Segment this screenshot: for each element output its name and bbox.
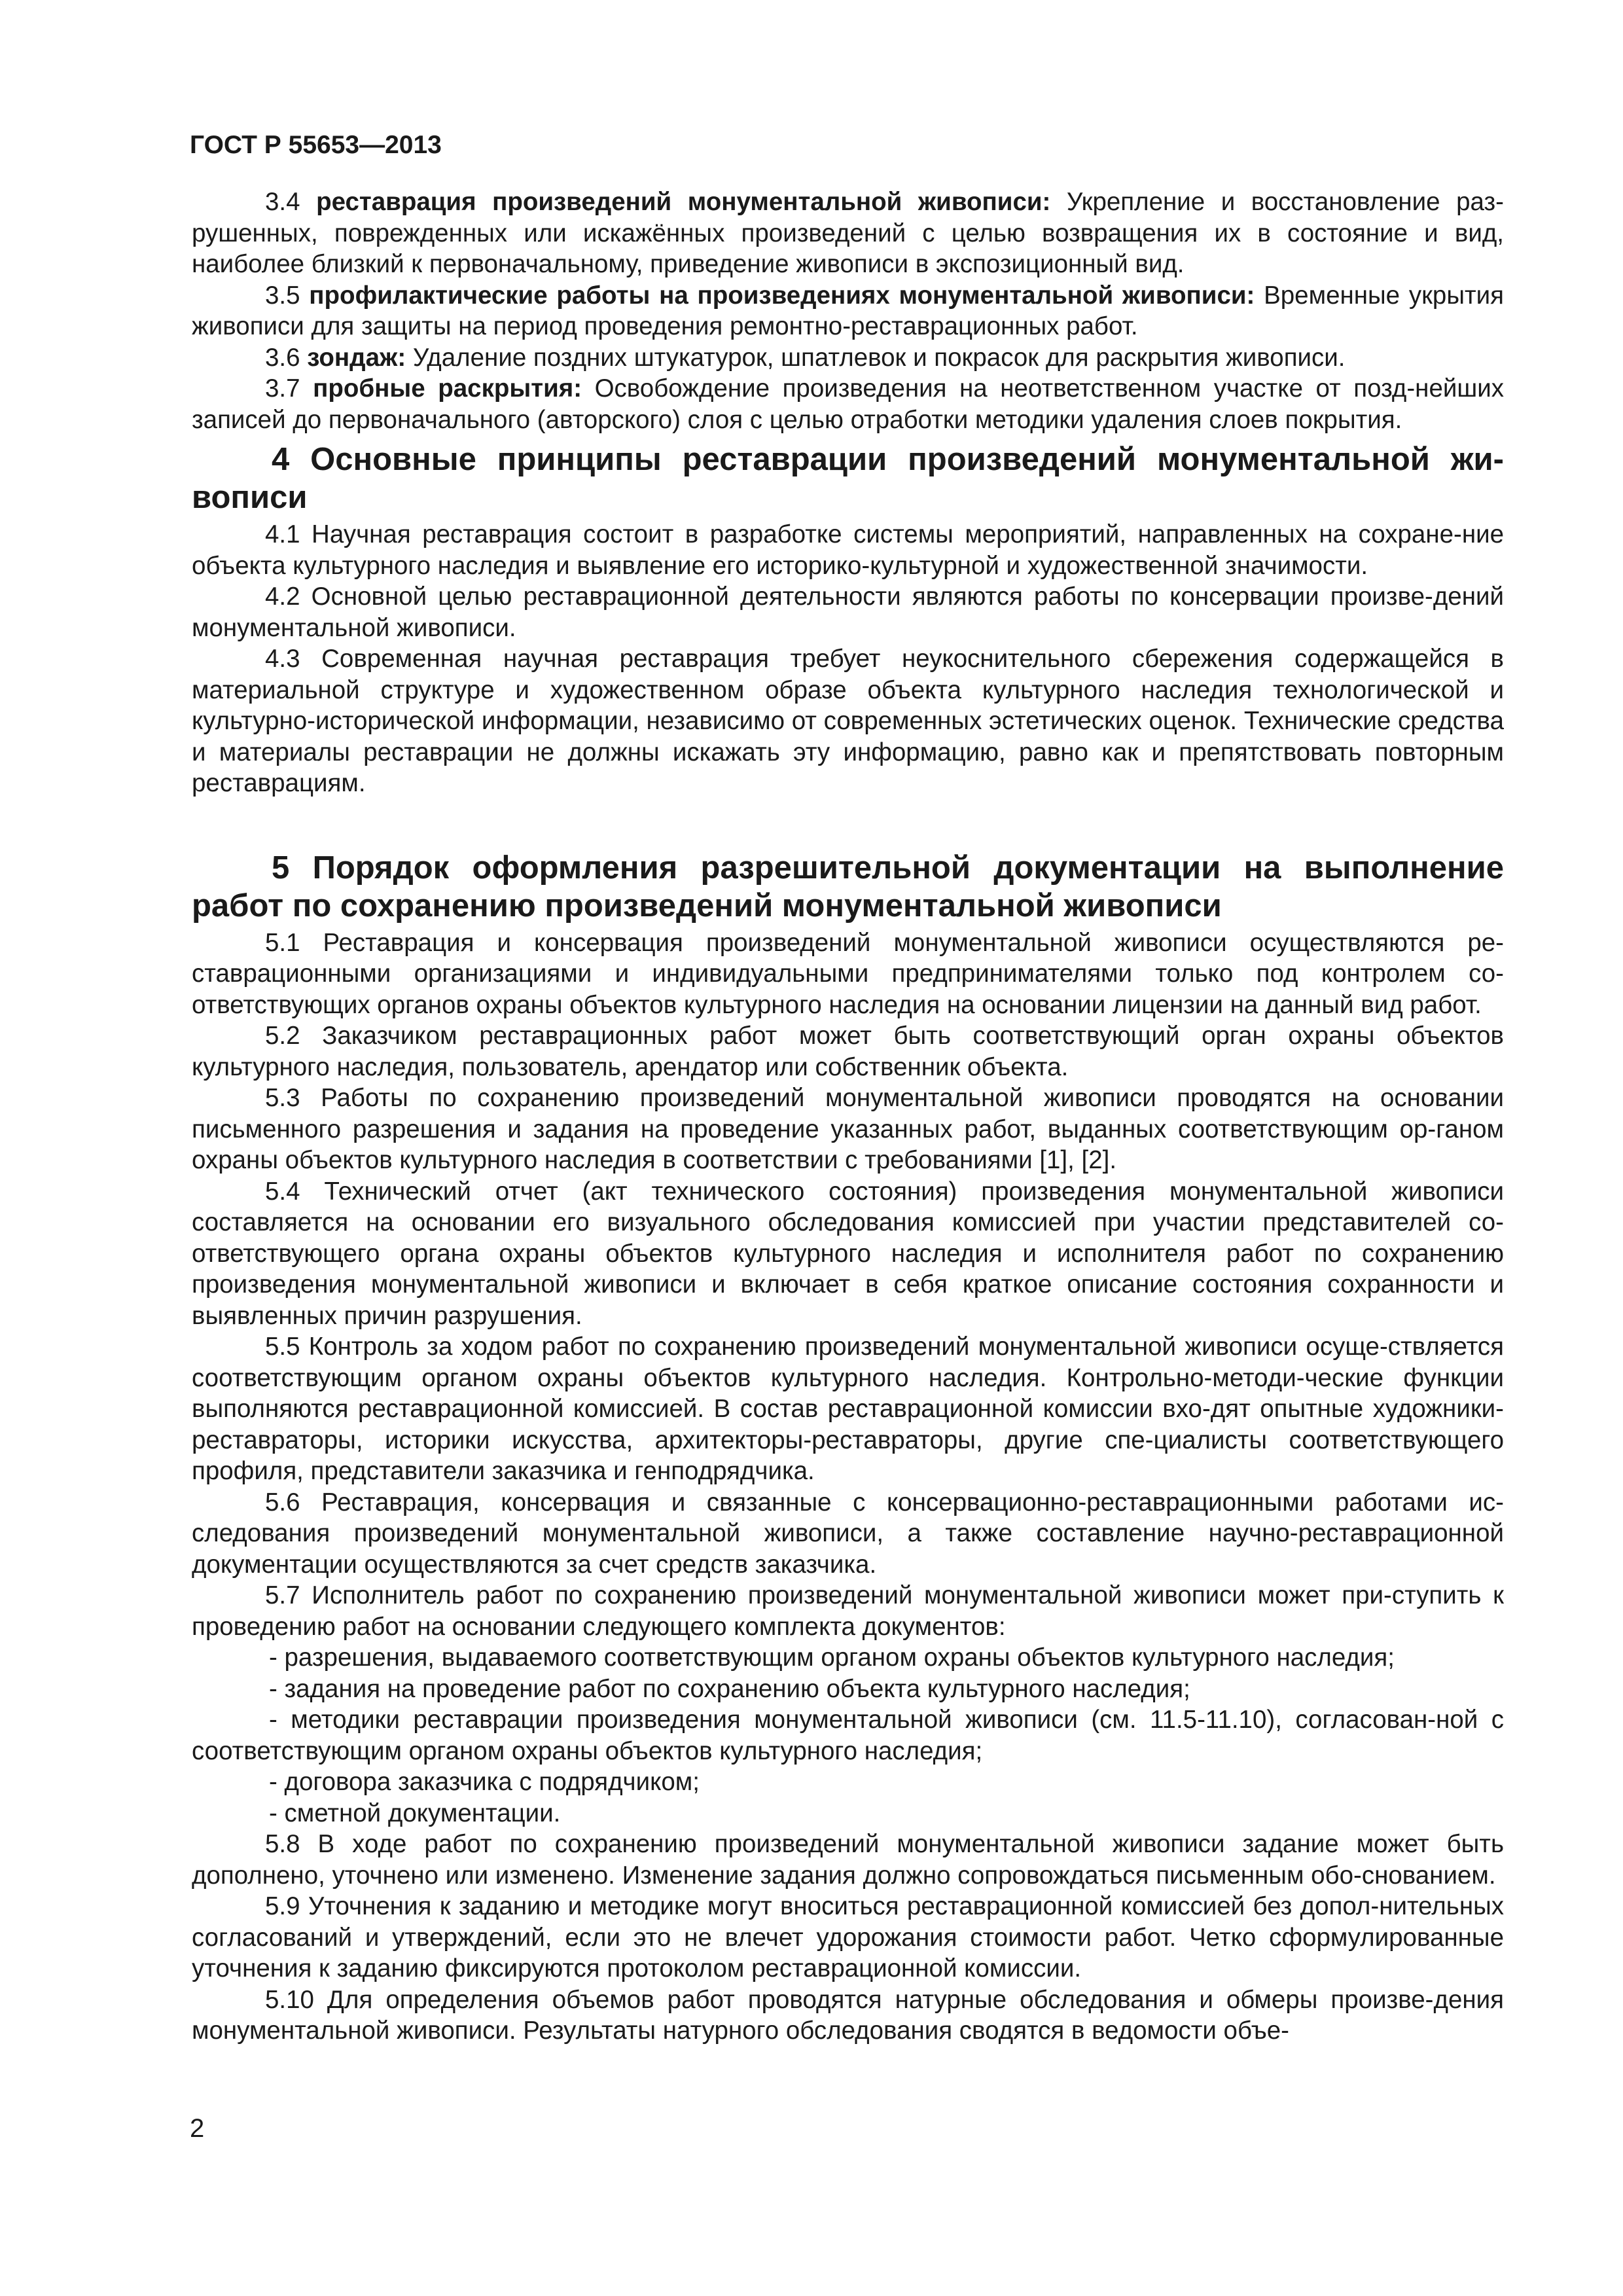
paragraph-5-6: 5.6 Реставрация, консервация и связанные с консервационно-реставрационными работами ис-следования произведений монументальной живописи, а также составление научно-реставрационной документации осуществляются за счет средств заказчика. [192, 1488, 1504, 1579]
section-5-heading: 5 Порядок оформления разрешительной документации на выполнение работ по сохранению произведений монументальной живописи [192, 850, 1504, 924]
definition-number: 3.6 [265, 343, 300, 372]
definition-term: зондаж: [307, 343, 406, 372]
definition-term: профилактические работы на произведениях монументальной живописи: [309, 281, 1255, 310]
paragraph-5-9: 5.9 Уточнения к заданию и методике могут вноситься реставрационной комиссией без допол-нительных согласований и утверждений, если это не влечет удорожания стоимости работ. Четко сформулированные уточнения к заданию фиксируются протоколом реставрационной комиссии. [192, 1892, 1504, 1982]
paragraph-5-10: 5.10 Для определения объемов работ проводятся натурные обследования и обмеры произве-дения монументальной живописи. Результаты натурного обследования сводятся в ведомости объе- [192, 1985, 1504, 2045]
document-body [192, 187, 1504, 2047]
definition-number: 3.7 [265, 374, 300, 403]
definition-3-5 [192, 280, 1504, 342]
definition-text: Удаление поздних штукатурок, шпатлевок и покрасок для раскрытия живописи. [406, 343, 1346, 372]
paragraph-5-4: 5.4 Технический отчет (акт технического состояния) произведения монументальной живописи составляется на основании его визуального обследования комиссией при участии представителей со-ответствующего органа охраны объектов культурного наследия и исполнителя работ по сохранению произведения монументальной живописи и включает в себя краткое описание состояния сохранности и выявленных причин разрушения. [192, 1177, 1504, 1330]
list-item: - методики реставрации произведения монументальной живописи (см. 11.5-11.10), согласован-ной с соответствующим органом охраны объектов культурного наследия; [192, 1706, 1504, 1765]
document-code-header: ГОСТ Р 55653—2013 [190, 131, 442, 159]
paragraph-4-2: 4.2 Основной целью реставрационной деятельности являются работы по консервации произве-дений монументальной живописи. [192, 583, 1504, 642]
section-4-heading: 4 Основные принципы реставрации произведений монументальной жи-вописи [192, 442, 1504, 515]
definition-text: Укрепление и восстановление раз-рушенных, поврежденных или искажённых произведений с целью возвращения их в состояние и вид, наиболее близкий к первоначальному, приведение живописи в экспозиционный вид. [192, 188, 1504, 278]
definition-3-7 [192, 373, 1504, 435]
definition-number: 3.4 [265, 188, 300, 216]
definition-text: Временные укрытия живописи для защиты на период проведения ремонтно-реставрационных работ. [192, 281, 1504, 340]
page-number: 2 [190, 2114, 205, 2143]
list-item: - задания на проведение работ по сохранению объекта культурного наследия; [269, 1674, 1190, 1703]
definition-term: реставрация произведений монументальной живописи: [316, 188, 1051, 216]
paragraph-4-1: 4.1 Научная реставрация состоит в разработке системы мероприятий, направленных на сохране-ние объекта культурного наследия и выявление его историко-культурной и художественной значимости. [192, 520, 1504, 580]
paragraph-4-3: 4.3 Современная научная реставрация требует неукоснительного сбережения содержащейся в материальной структуре и художественном образе объекта культурного наследия технологической и культурно-исторической информации, независимо от современных эстетических оценок. Технические средства и материалы реставрации не должны искажать эту информацию, равно как и препятствовать повторным реставрациям. [192, 645, 1504, 797]
list-item: - сметной документации. [269, 1799, 561, 1827]
paragraph-5-3: 5.3 Работы по сохранению произведений монументальной живописи проводятся на основании письменного разрешения и задания на проведение указанных работ, выданных соответствующим ор-ганом охраны объектов культурного наследия в соответствии с требованиями [1], [2]. [192, 1084, 1504, 1174]
definition-number: 3.5 [265, 281, 300, 310]
paragraph-5-7: 5.7 Исполнитель работ по сохранению произведений монументальной живописи может при-ступить к проведению работ на основании следующего комплекта документов: [192, 1581, 1504, 1641]
definition-3-4 [192, 187, 1504, 280]
paragraph-5-2: 5.2 Заказчиком реставрационных работ может быть соответствующий орган охраны объектов культурного наследия, пользователь, арендатор или собственник объекта. [192, 1022, 1504, 1081]
list-item: - договора заказчика с подрядчиком; [269, 1768, 700, 1796]
paragraph-5-1: 5.1 Реставрация и консервация произведений монументальной живописи осуществляются ре-ставрационными организациями и индивидуальными предпринимателями только под контролем со-ответствующих органов охраны объектов культурного наследия на основании лицензии на данный вид работ. [192, 928, 1504, 1019]
definition-3-6 [192, 342, 1504, 374]
paragraph-5-5: 5.5 Контроль за ходом работ по сохранению произведений монументальной живописи осуще-ствляется соответствующим органом охраны объектов культурного наследия. Контрольно-методи-ческие функции выполняются реставрационной комиссией. В состав реставрационной комиссии вхо-дят опытные художники-реставраторы, историки искусства, архитекторы-реставраторы, другие спе-циалисты соответствующего профиля, представители заказчика и генподрядчика. [192, 1333, 1504, 1485]
list-item: - разрешения, выдаваемого соответствующим органом охраны объектов культурного наследия; [269, 1643, 1395, 1672]
paragraph-5-8: 5.8 В ходе работ по сохранению произведений монументальной живописи задание может быть дополнено, уточнено или изменено. Изменение задания должно сопровождаться письменным обо-снованием. [192, 1830, 1504, 1890]
definition-text: Освобождение произведения на неответственном участке от позд-нейших записей до первоначального (авторского) слоя с целью отработки методики удаления слоев покрытия. [192, 374, 1504, 434]
definition-term: пробные раскрытия: [313, 374, 582, 403]
